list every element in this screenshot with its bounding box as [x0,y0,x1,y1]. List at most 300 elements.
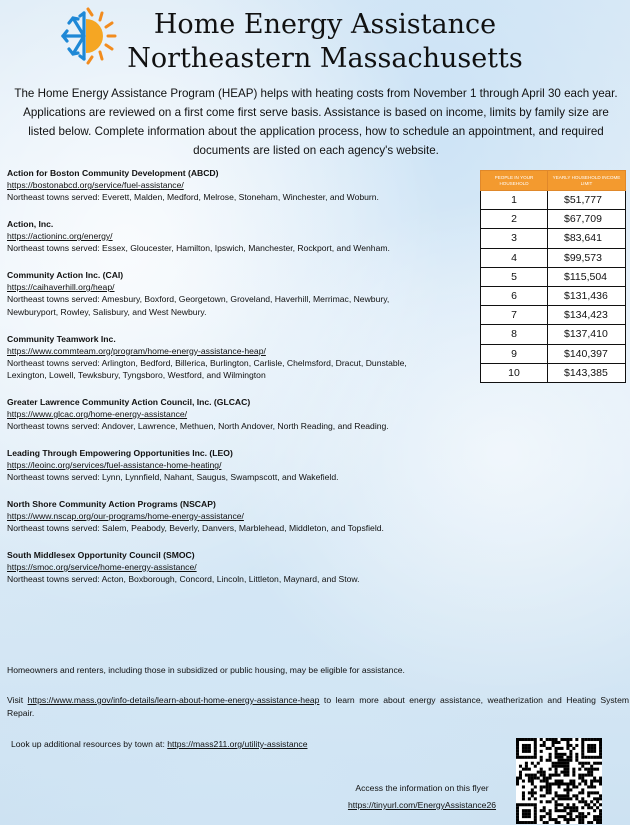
qr-module [563,762,566,765]
qr-module [558,785,561,788]
qr-module [569,812,572,815]
qr-module [590,806,593,809]
qr-module [516,815,519,818]
agency-name: Action for Boston Community Development (ABCD) [7,168,219,178]
agency-link[interactable]: https://leoinc.org/services/fuel-assistance-home-heating/ [7,460,222,470]
qr-module [572,780,575,783]
agency-link[interactable]: https://bostonabcd.org/service/fuel-assistance/ [7,180,184,190]
qr-module [528,780,531,783]
mass-gov-link[interactable]: https://www.mass.gov/info-details/learn-about-home-energy-assistance-heap [27,695,320,705]
qr-module [587,774,590,777]
qr-module [531,803,534,806]
qr-module [581,738,584,741]
qr-module [540,771,543,774]
qr-module [590,821,593,824]
qr-module [540,756,543,759]
qr-module [596,815,599,818]
qr-module [522,797,525,800]
visit-prefix: Visit [7,695,28,705]
qr-module [578,818,581,821]
agency-name: Action, Inc. [7,219,54,229]
qr-module [528,809,531,812]
agency-community-teamwork [7,333,467,382]
qr-module [519,738,522,741]
qr-module [584,780,587,783]
qr-module [543,777,546,780]
qr-module [558,759,561,762]
income-limit: $143,385 [548,363,626,382]
qr-module [549,774,552,777]
qr-module [528,768,531,771]
qr-module [572,747,575,750]
qr-module [558,753,561,756]
qr-module [569,780,572,783]
table-row [481,229,626,248]
qr-module [593,744,596,747]
visit-suffix: to learn more about energy assistance, weatherization and Heating System Repair. [7,695,630,718]
qr-module [587,756,590,759]
agency-towns: Northeast towns served: Essex, Gloucester, Hamilton, Ipswich, Manchester, Rockport, and Wenham. [7,243,390,253]
qr-module [549,756,552,759]
qr-module [563,788,566,791]
qr-module [546,812,549,815]
qr-module [555,806,558,809]
qr-module [549,818,552,821]
qr-module [584,803,587,806]
qr-module [555,794,558,797]
qr-module [581,780,584,783]
qr-module [555,791,558,794]
title-line-2: Northeastern Massachusetts [127,43,523,74]
qr-module [516,803,519,806]
qr-module [534,741,537,744]
qr-module [546,738,549,741]
qr-module [572,785,575,788]
table-row [481,210,626,229]
qr-module [560,765,563,768]
household-size: 2 [481,210,548,229]
qr-module [555,800,558,803]
household-size: 6 [481,286,548,305]
qr-module [593,785,596,788]
qr-module [569,753,572,756]
qr-module [525,768,528,771]
qr-module [563,815,566,818]
qr-module [528,812,531,815]
qr-module [590,782,593,785]
qr-module [599,780,602,783]
agency-name: Community Action Inc. (CAI) [7,270,124,280]
qr-module [543,821,546,824]
intro-paragraph: The Home Energy Assistance Program (HEAP) helps with heating costs from November 1 through April 30 each year. Applications are reviewed on a first come first serve basis. Assistance is based on income, limits by family size are listed below. Complete information about the application process, how to schedule an appointment, and required documents are listed on each agency's website. [14,87,618,157]
qr-module [555,741,558,744]
income-limit-table [480,170,626,383]
qr-module [599,782,602,785]
qr-module [593,815,596,818]
qr-module [540,818,543,821]
qr-module [590,785,593,788]
qr-module [558,741,561,744]
qr-module [569,756,572,759]
qr-module [575,744,578,747]
qr-module [569,788,572,791]
snowflake-sun-logo-icon [55,5,117,67]
qr-module [552,744,555,747]
qr-module [575,797,578,800]
qr-module [599,747,602,750]
qr-module [581,791,584,794]
qr-module [587,771,590,774]
qr-module [599,741,602,744]
qr-module [581,815,584,818]
household-size: 9 [481,344,548,363]
qr-module [552,738,555,741]
qr-module [528,777,531,780]
qr-module [581,762,584,765]
qr-module [555,782,558,785]
qr-module [531,791,534,794]
qr-module [555,747,558,750]
qr-module [522,791,525,794]
qr-module [578,821,581,824]
qr-module [590,756,593,759]
qr-module [560,780,563,783]
qr-module [596,768,599,771]
agency-glcac [7,396,467,433]
agency-name: Community Teamwork Inc. [7,333,116,344]
qr-module [549,768,552,771]
household-size: 7 [481,306,548,325]
table-row [481,286,626,305]
sun-icon [86,9,115,63]
qr-module [566,791,569,794]
qr-module [566,765,569,768]
qr-module [590,768,593,771]
income-limit: $67,709 [548,210,626,229]
mass211-link[interactable]: https://mass211.org/utility-assistance [167,739,308,749]
qr-module [516,806,519,809]
agency-towns: Northeast towns served: Lynn, Lynnfield, Nahant, Saugus, Swampscott, and Wakefield. [7,472,339,482]
agency-link[interactable]: https://smoc.org/service/home-energy-assistance/ [7,562,197,572]
qr-module [522,768,525,771]
qr-module [558,774,561,777]
agency-link[interactable]: https://www.commteam.org/program/home-energy-assistance-heap/ [7,345,266,356]
qr-module [531,794,534,797]
qr-module [546,747,549,750]
qr-module [596,806,599,809]
qr-module [540,785,543,788]
qr-module [540,774,543,777]
qr-module [575,753,578,756]
qr-module [581,744,584,747]
qr-module [599,821,602,824]
qr-module [572,806,575,809]
qr-module [566,797,569,800]
qr-module [534,803,537,806]
qr-module [525,738,528,741]
income-limit: $137,410 [548,325,626,344]
qr-module [552,765,555,768]
qr-module [531,762,534,765]
qr-module [572,771,575,774]
qr-module [596,738,599,741]
qr-module [519,765,522,768]
qr-module [581,800,584,803]
qr-module [555,809,558,812]
qr-module [569,738,572,741]
qr-module [563,765,566,768]
qr-module [599,756,602,759]
qr-module [558,756,561,759]
qr-module [525,756,528,759]
qr-module [543,741,546,744]
qr-module [599,797,602,800]
qr-module [516,780,519,783]
qr-module [555,756,558,759]
qr-module [572,794,575,797]
qr-module [566,747,569,750]
qr-module [546,785,549,788]
qr-module [563,797,566,800]
qr-module [599,777,602,780]
agency-name: Leading Through Empowering Opportunities Inc. (LEO) [7,448,233,458]
qr-module [558,747,561,750]
qr-module [560,803,563,806]
lookup-line [11,738,307,750]
header-income-limit: YEARLY HOUSEHOLD INCOME LIMIT [548,171,626,191]
qr-module [593,797,596,800]
qr-module [525,809,528,812]
qr-module [572,768,575,771]
qr-module [552,818,555,821]
qr-module [563,753,566,756]
qr-module [522,812,525,815]
qr-module [560,815,563,818]
qr-module [575,759,578,762]
qr-module [555,738,558,741]
qr-module [587,738,590,741]
agency-towns: Northeast towns served: Salem, Peabody, Beverly, Danvers, Marblehead, Middleton, and Topsfield. [7,523,384,533]
qr-module [566,794,569,797]
qr-module [599,762,602,765]
qr-module [519,803,522,806]
qr-module [543,744,546,747]
qr-module [581,747,584,750]
qr-module [584,800,587,803]
flyer-link[interactable]: https://tinyurl.com/EnergyAssistance26 [347,800,497,810]
qr-module [516,818,519,821]
income-limit: $115,504 [548,267,626,286]
qr-module [543,785,546,788]
table-row [481,325,626,344]
qr-module [593,818,596,821]
qr-module [519,777,522,780]
qr-module [549,759,552,762]
qr-module [528,815,531,818]
qr-module [593,756,596,759]
qr-module [531,821,534,824]
qr-module [560,797,563,800]
table-row [481,344,626,363]
qr-module [543,771,546,774]
qr-module [516,777,519,780]
qr-module [569,818,572,821]
qr-module [534,785,537,788]
qr-module [555,803,558,806]
qr-module [566,818,569,821]
qr-module [549,747,552,750]
snowflake-icon [63,13,84,59]
qr-module [599,818,602,821]
qr-module [525,744,528,747]
household-size: 8 [481,325,548,344]
qr-module [558,762,561,765]
qr-module [543,780,546,783]
qr-module [584,815,587,818]
qr-module [525,750,528,753]
qr-module [516,782,519,785]
qr-module [569,815,572,818]
qr-module [566,756,569,759]
qr-module [546,777,549,780]
qr-module [552,774,555,777]
qr-module [525,747,528,750]
agency-link[interactable]: https://www.glcac.org/home-energy-assistance/ [7,409,188,419]
qr-module [575,809,578,812]
qr-module [534,753,537,756]
qr-module [519,821,522,824]
qr-module [587,747,590,750]
qr-module [566,771,569,774]
qr-module [563,774,566,777]
qr-module [525,812,528,815]
qr-module [566,812,569,815]
qr-module [552,762,555,765]
qr-module [572,818,575,821]
qr-module [540,815,543,818]
qr-module [563,818,566,821]
qr-module [540,794,543,797]
qr-module [546,800,549,803]
qr-module [540,780,543,783]
qr-module [563,794,566,797]
qr-module [549,753,552,756]
qr-module [555,821,558,824]
qr-module [596,797,599,800]
qr-module [543,815,546,818]
qr-module [528,738,531,741]
qr-module [555,818,558,821]
flyer-text: Access the information on this flyer [355,783,489,793]
household-size: 1 [481,191,548,210]
qr-module [525,762,528,765]
qr-module [587,794,590,797]
qr-module [560,738,563,741]
qr-code-icon[interactable] [516,738,602,824]
qr-module [599,738,602,741]
qr-module [566,741,569,744]
qr-module [537,771,540,774]
qr-module [525,803,528,806]
qr-module [531,780,534,783]
qr-module [593,777,596,780]
qr-module [590,800,593,803]
qr-module [516,756,519,759]
qr-module [596,800,599,803]
qr-module [578,782,581,785]
flyer-access [332,780,512,814]
qr-module [528,791,531,794]
qr-module [531,777,534,780]
qr-module [534,791,537,794]
qr-module [584,756,587,759]
qr-module [599,794,602,797]
qr-module [516,753,519,756]
qr-module [534,806,537,809]
qr-module [569,759,572,762]
qr-module [534,821,537,824]
qr-module [587,744,590,747]
qr-module [534,818,537,821]
qr-module [516,747,519,750]
qr-module [593,747,596,750]
qr-module [590,738,593,741]
qr-module [558,782,561,785]
qr-module [587,762,590,765]
qr-module [522,785,525,788]
agency-name: North Shore Community Action Programs (NSCAP) [7,499,216,509]
qr-module [599,812,602,815]
agency-link[interactable]: https://www.nscap.org/our-programs/home-energy-assistance/ [7,511,244,521]
qr-module [581,821,584,824]
agency-towns: Northeast towns served: Everett, Malden, Medford, Melrose, Stoneham, Winchester, and Woburn. [7,192,379,202]
qr-module [590,774,593,777]
qr-module [590,771,593,774]
agency-link[interactable]: https://caihaverhill.org/heap/ [7,282,115,292]
qr-module [516,744,519,747]
qr-module [560,794,563,797]
qr-module [540,759,543,762]
qr-module [543,774,546,777]
income-limit: $140,397 [548,344,626,363]
qr-module [531,738,534,741]
qr-module [581,777,584,780]
qr-module [575,815,578,818]
qr-module [581,797,584,800]
qr-module [596,780,599,783]
qr-module [555,771,558,774]
qr-module [528,821,531,824]
qr-module [546,782,549,785]
agency-cai [7,269,467,318]
qr-module [593,809,596,812]
qr-module [587,806,590,809]
qr-module [578,774,581,777]
qr-module [522,821,525,824]
qr-module [519,774,522,777]
agency-link[interactable]: https://actioninc.org/energy/ [7,231,113,241]
qr-module [516,809,519,812]
qr-module [566,803,569,806]
qr-module [563,768,566,771]
qr-module [552,797,555,800]
qr-module [593,768,596,771]
header-household-size: PEOPLE IN YOUR HOUSEHOLD [481,171,548,191]
household-size: 10 [481,363,548,382]
agency-towns: Northeast towns served: Arlington, Bedford, Billerica, Burlington, Carlisle, Chelmsford, Dracut, Dunstable, Lexington, Lowell, Tewksbury, Tyngsboro, Westford, and Wilmington [7,357,407,380]
qr-module [540,800,543,803]
qr-module [558,809,561,812]
